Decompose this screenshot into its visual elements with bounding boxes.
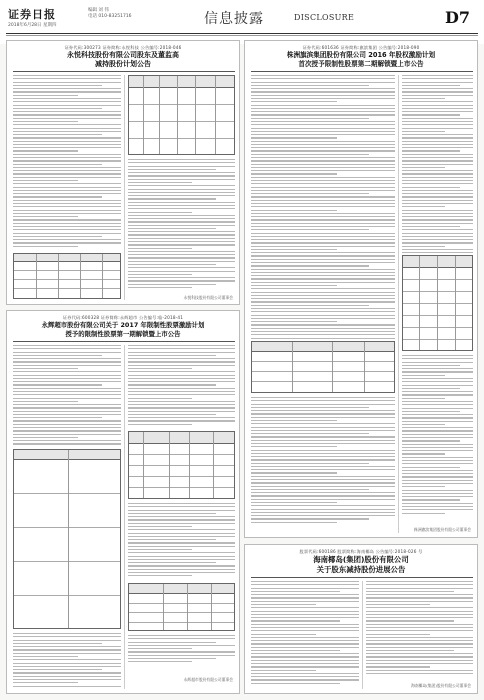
body-text-col2	[128, 159, 235, 290]
notice-title-line2: 首次授予限制性股票第二期解锁暨上市公告	[298, 60, 424, 68]
notice-title-line1: 永悦科技股份有限公司股东及董监高	[67, 51, 179, 59]
masthead	[0, 0, 484, 44]
masthead-rule-thin	[6, 35, 478, 36]
reduction-plan-table	[128, 75, 235, 155]
section-title-en: DISCLOSURE	[294, 13, 355, 22]
shareholding-table-left	[13, 253, 121, 299]
notice-meta: 证券代码:601636 证券简称:旗滨集团 公告编号:2018-090	[302, 45, 420, 50]
body-text-col2-lower	[128, 635, 235, 665]
notice-meta: 证券代码:600328 证券简称:永辉超市 公告编号:临-2018-41	[62, 315, 184, 320]
title-rule	[13, 71, 235, 72]
body-text-col2	[366, 581, 473, 676]
body-text-col2-mid	[128, 503, 235, 578]
column-divider	[398, 75, 399, 533]
body-text-col1-lower	[13, 633, 121, 689]
title-rule	[251, 577, 473, 578]
column-divider	[362, 581, 363, 689]
unlock-table-left	[251, 341, 395, 393]
newspaper-logo: 证券日报	[8, 8, 56, 21]
masthead-rule	[6, 33, 478, 34]
body-text-col1	[13, 345, 121, 447]
editor-phone: 电话 010-83251716	[88, 14, 132, 19]
notice-title-line1: 株洲旗滨集团股份有限公司 2016 年股权激励计划	[286, 51, 436, 59]
notice-title-line1: 海南椰岛(集团)股份有限公司	[313, 555, 409, 564]
notice-meta: 股票代码:600186 股票简称:海南椰岛 公告编号:2018-026 号	[299, 549, 423, 554]
notice-meta: 证券代码:300273 证券简称:永悦科技 公告编号:2018-046	[64, 45, 182, 50]
body-text-col2	[402, 75, 473, 255]
body-text-col1-lower	[251, 397, 395, 525]
issue-date: 2018年6月28日 星期四	[8, 23, 57, 28]
body-text-col2-lower	[402, 355, 473, 516]
notice-hainan-yedao	[244, 544, 478, 694]
incentive-conditions-table	[13, 449, 121, 629]
notice-title-line2: 减持股份计划公告	[95, 60, 151, 68]
title-rule	[251, 71, 473, 72]
notice-signoff: 永悦科技股份有限公司董事会	[183, 295, 233, 300]
editor-name: 编辑 刘 伟	[88, 8, 109, 13]
body-text-col1	[13, 75, 121, 249]
notice-signoff: 海南椰岛(集团)股份有限公司董事会	[411, 683, 471, 688]
notice-yonghui	[6, 310, 240, 694]
page-number: D7	[444, 8, 470, 27]
notice-signoff: 永辉超市股份有限公司董事会	[183, 677, 233, 682]
section-title: 信息披露	[204, 11, 264, 27]
notice-signoff: 株洲旗滨集团股份有限公司董事会	[414, 527, 471, 532]
notice-title-line2: 关于股东减持股份进展公告	[316, 565, 406, 574]
body-text-col1	[251, 581, 359, 686]
column-divider	[124, 75, 125, 300]
body-text-col1	[251, 75, 395, 344]
editor-info	[88, 8, 132, 20]
share-structure-table	[128, 583, 235, 631]
column-divider	[124, 345, 125, 689]
body-text-col2	[128, 345, 235, 427]
unlock-detail-table	[402, 255, 473, 351]
notice-yongyue	[6, 40, 240, 305]
notice-title-line1: 永辉超市股份有限公司关于 2017 年限制性股票激励计划	[41, 321, 205, 329]
notice-qibin	[244, 40, 478, 538]
notice-title-line2: 授予的限制性股票第一期解锁暨上市公告	[65, 330, 181, 338]
title-rule	[13, 341, 235, 342]
unlock-list-table	[128, 431, 235, 499]
